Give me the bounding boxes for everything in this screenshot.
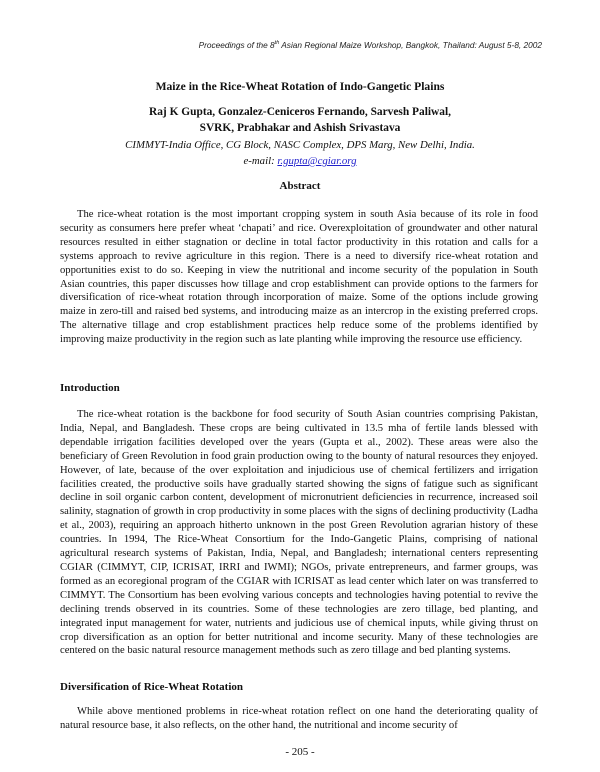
authors-line-2: SVRK, Prabhakar and Ashish Srivastava [199,122,401,134]
page-number: - 205 - [285,746,315,758]
affiliation: CIMMYT-India Office, CG Block, NASC Complex, DPS Marg, New Delhi, India. [125,139,475,151]
paper-title: Maize in the Rice-Wheat Rotation of Indo-Gangetic Plains [155,80,445,93]
introduction-paragraph: The rice-wheat rotation is the backbone for food security of South Asian countries comprising Pakistan, India, Nepal, and Bangladesh. These crops are being cultivated in 13.5 mha of fertile lands blessed with dependable irrigation facilities developed over the years (Gupta et al., 2002). These areas were also the beneficiary of Green Revolution in food grain production owing to the bounty of natural resources they enjoyed. However, of late, because of the over exploitation and injudicious use of chemical fertilizers and irrigation facilities created, the productive soils have gradually started showing the signs of fatigue such as significant decline in soil organic carbon content, development of micronutrient deficiencies in recurrence, increased soil salinity, stagnation of growth in crop productivity in some places with the signs of declining productivity (Ladha et al., 2003), requiring an approach hitherto unknown in the post Green Revolution agrarian history of these countries. In 1994, The Rice-Wheat Consortium for the Indo-Gangetic Plains, comprising of national agricultural research systems of Pakistan, India, Nepal, and Bangladesh; international centers representing CGIAR (CIMMYT, CIP, ICRISAT, IRRI and IWMI); NGOs, private entrepreneurs, and farmer groups, was formed as an ecoregional program of the CGIAR with ICRISAT as lead center which later on was transferred to CIMMYT. The Consortium has been evolving various concepts and technologies having potential to revive the declining trends observed in its countries. Some of these technologies are zero tillage, bed planting, and integrated input management for water, nutrients and judicious use of chemical inputs, while giving thrust on crop diversification as an option for better nutritional and income security. Many of these technologies are centered on the basic natural resource management methods such as zero tillage and bed planting systems. [60,409,538,657]
abstract-heading: Abstract [279,180,321,192]
header-suffix: Asian Regional Maize Workshop, Bangkok, Thailand: August 5-8, 2002 [279,40,542,50]
affiliation-block [0,137,600,169]
author-list [0,104,600,136]
authors-line-1: Raj K Gupta, Gonzalez-Ceniceros Fernando, Sarvesh Paliwal, [149,106,451,118]
header-prefix: Proceedings of the 8 [198,40,275,50]
email-link[interactable]: r.gupta@cgiar.org [277,155,357,167]
header-superscript: th [274,40,280,47]
diversification-heading: Diversification of Rice-Wheat Rotation [60,681,243,693]
running-header [199,40,542,50]
email-line [0,153,600,169]
email-label: e-mail: [243,155,278,167]
introduction-heading: Introduction [60,382,120,394]
abstract-paragraph: The rice-wheat rotation is the most important cropping system in south Asia because of its role in food security as consumers here prefer wheat ‘chapati’ and rice. Overexploitation of groundwater and other natural resources resulted in either stagnation or decline in total factor productivity in this rotation and calls for a systems approach to revive agriculture in this region. There is a need to diversify rice-wheat rotation and opportunities exist to do so. Keeping in view the nutritional and income security of the population in South Asian countries, this paper discusses how tillage and crop establishment can provide options to the farmers for diversification of rice-wheat rotation through incorporation of maize. Some of the options include growing maize in zero-till and raised bed systems, and introducing maize as an intercrop in the existing preferred crops. The alternative tillage and crop establishment practices help reduce some of the problems identified by improving maize productivity in the region such as late planting while improving the resource use efficiency. [60,209,538,346]
diversification-paragraph: While above mentioned problems in rice-wheat rotation reflect on one hand the deteriorating quality of natural resource base, it also reflects, on the other hand, the nutritional and income security of [60,706,538,731]
